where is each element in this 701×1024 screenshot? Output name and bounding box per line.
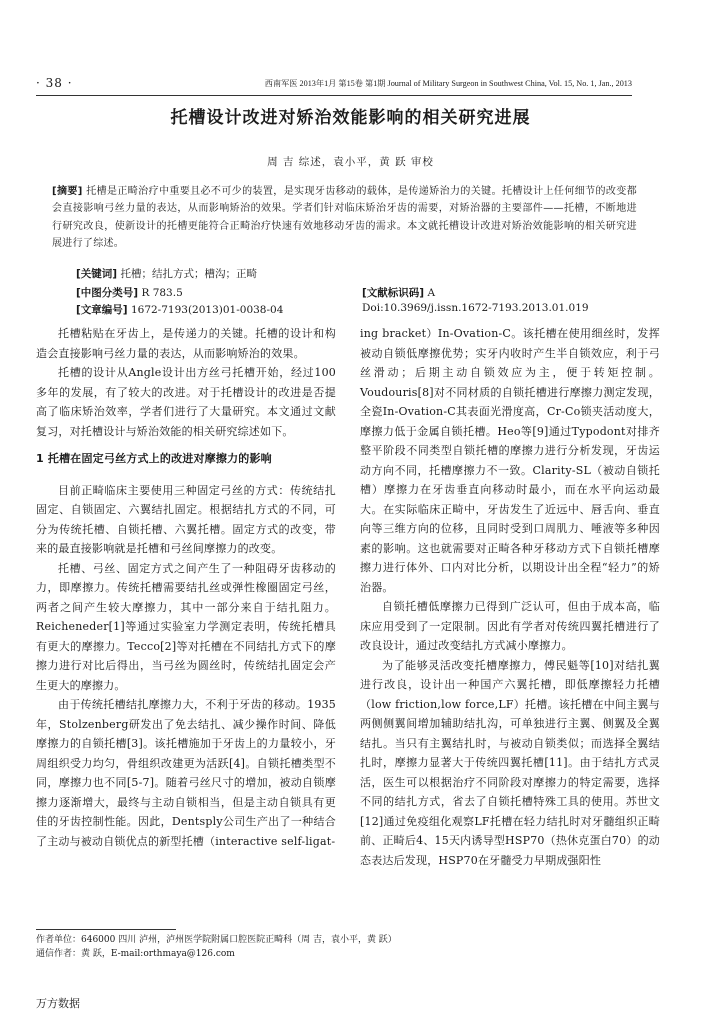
paragraph: ing bracket）In-Ovation-C。该托槽在使用细丝时，发挥被动自锁低摩擦优势；实牙内收时产生半自锁效应，利于弓丝滑动；后期主动自锁效应为主，便于转矩控制。Voudouris[8]对不同材质的自锁托槽进行摩擦力测定发现，全瓷In-Ovation-C其表面光滑度高，Cr-Co锁夹活动度大，摩擦力低于金属自锁托槽。Heo等[9]通过Typodont对排齐整平阶段不同类型自锁托槽的摩擦力进行分析发现，牙齿运动方向不同，托槽摩擦力不一致。Clarity-SL（被动自锁托槽）摩擦力在牙齿垂直向移动时最小，而在水平向运动最大。在实际临床正畸中，牙齿发生了近远中、唇舌向、垂直向等三维方向的位移，且同时受到口周肌力、唾液等多种因素的影响。这也就需要对正畸各种牙移动方式下自锁托槽摩擦力进行体外、口内对比分析，以期设计出全程“轻力”的矫治器。 [360, 327, 660, 594]
article-number: [文章编号] 1672-7193(2013)01-0038-04 [76, 304, 284, 316]
journal-citation: 西南军医 2013年1月 第15卷 第1期 Journal of Military Surgeon in Southwest China, Vol. 15, No. 1, Jan., 2013 [264, 79, 632, 88]
body-left-column [36, 324, 336, 851]
abstract-text: 托槽是正畸治疗中重要且必不可少的装置，是实现牙齿移动的载体，是传递矫治力的关键。托槽设计上任何细节的改变都会直接影响弓丝力量的表达，从而影响矫治的效果。学者们针对临床矫治牙齿的需要，对矫治器的主要部件——托槽，不断地进行研究改良，使新设计的托槽更能符合正畸治疗快速有效地移动牙齿的需求。本文就托槽设计改进对矫治效能影响的相关研究进展进行了综述。 [52, 186, 637, 249]
page-number: · 38 · [36, 76, 73, 90]
paragraph: 托槽的设计从Angle设计出方丝弓托槽开始，经过100多年的发展，有了较大的改进。对于托槽设计的改进是否提高了临床矫治效率，学者们进行了大量研究。本文通过文献复习，对托槽设计与矫治效能的相关研究综述如下。 [36, 366, 336, 438]
section-heading: 1 托槽在固定弓丝方式上的改进对摩擦力的影响 [36, 452, 272, 465]
keywords-label: [关键词] [76, 268, 118, 280]
running-header [36, 76, 632, 94]
paragraph: 托槽粘贴在牙齿上，是传递力的关键。托槽的设计和构造会直接影响弓丝力量的表达，从而影响矫治的效果。 [36, 327, 336, 360]
abstract-label: [摘要] [52, 186, 83, 197]
paragraph: 自锁托槽低摩擦力已得到广泛认可，但由于成本高，临床应用受到了一定限制。因此有学者对传统四翼托槽进行了改良设计，通过改变结扎方式减小摩擦力。 [360, 600, 660, 652]
document-code: [文献标识码] A [362, 287, 436, 299]
watermark-text: 万方数据 [36, 997, 80, 1010]
clc-number: [中图分类号] R 783.5 [76, 287, 183, 299]
abstract [52, 183, 637, 252]
paragraph: 由于传统托槽结扎摩擦力大，不利于牙齿的移动。1935年，Stolzenberg研发出了免去结扎、减少操作时间、降低摩擦力的自锁托槽[3]。该托槽施加于牙齿上的力量较小，牙周组织受力均匀，骨组织改建更为活跃[4]。自锁托槽类型不同，摩擦力也不同[5-7]。随着弓丝尺寸的增加，被动自锁摩擦力逐渐增大，最终与主动自锁相当，但是主动自锁具有更佳的牙齿控制性能。因此，Dentsply公司生产出了一种结合了主动与被动自锁优点的新型托槽（interactive self-ligat- [36, 698, 336, 848]
author-line: 周 吉 综述，袁小平，黄 跃 审校 [267, 156, 434, 168]
paragraph: 为了能够灵活改变托槽摩擦力，傅民魁等[10]对结扎翼进行改良，设计出一种国产六翼托槽，即低摩擦轻力托槽（low friction,low force,LF）托槽。该托槽在中间主翼与两侧侧翼间增加辅助结扎沟，可单独进行主翼、侧翼及全翼结扎。当只有主翼结扎时，与被动自锁类似；而选择全翼结扎时，摩擦力显著大于传统四翼托槽[11]。由于结扎方式灵活，医生可以根据治疗不同阶段对摩擦力的特定需要，选择不同的结扎方式，省去了自锁托槽特殊工具的使用。苏世文[12]通过免疫组化观察LF托槽在轻力结扎时对牙髓组织正畸前、正畸后4、15天内诱导型HSP70（热休克蛋白70）的动态表达后发现，HSP70在牙髓受力早期成强阳性 [360, 658, 660, 867]
corresponding-author: 通信作者：黄 跃，E-mail:orthmaya@126.com [36, 949, 235, 959]
keywords-text: 托槽；结扎方式；槽沟；正畸 [120, 268, 257, 280]
body-right-column [360, 324, 660, 870]
paragraph: 托槽、弓丝、固定方式之间产生了一种阻碍牙齿移动的力，即摩擦力。传统托槽需要结扎丝或弹性橡圈固定弓丝，两者之间产生较大摩擦力，其中一部分来自于结扎阻力。Reicheneder[1]等通过实验室力学测定表明，传统托槽具有更大的摩擦力。Tecco[2]等对托槽在不同结扎方式下的摩擦力进行对比后得出，当弓丝为圆丝时，传统结扎固定会产生更大的摩擦力。 [36, 561, 336, 692]
header-rule [36, 95, 632, 96]
article-title: 托槽设计改进对矫治效能影响的相关研究进展 [170, 108, 531, 128]
footnote-rule [36, 929, 176, 930]
author-affiliation: 作者单位：646000 四川 泸州，泸州医学院附属口腔医院正畸科（周 吉，袁小平，黄 跃） [36, 935, 397, 945]
doi: Doi:10.3969/j.issn.1672-7193.2013.01.019 [362, 302, 589, 314]
paragraph: 目前正畸临床主要使用三种固定弓丝的方式：传统结扎固定、自锁固定、六翼结扎固定。根据结扎方式的不同，可分为传统托槽、自锁托槽、六翼托槽。固定方式的改变，带来的最直接影响就是托槽和弓丝间摩擦力的改变。 [36, 483, 336, 555]
keywords [76, 266, 257, 281]
